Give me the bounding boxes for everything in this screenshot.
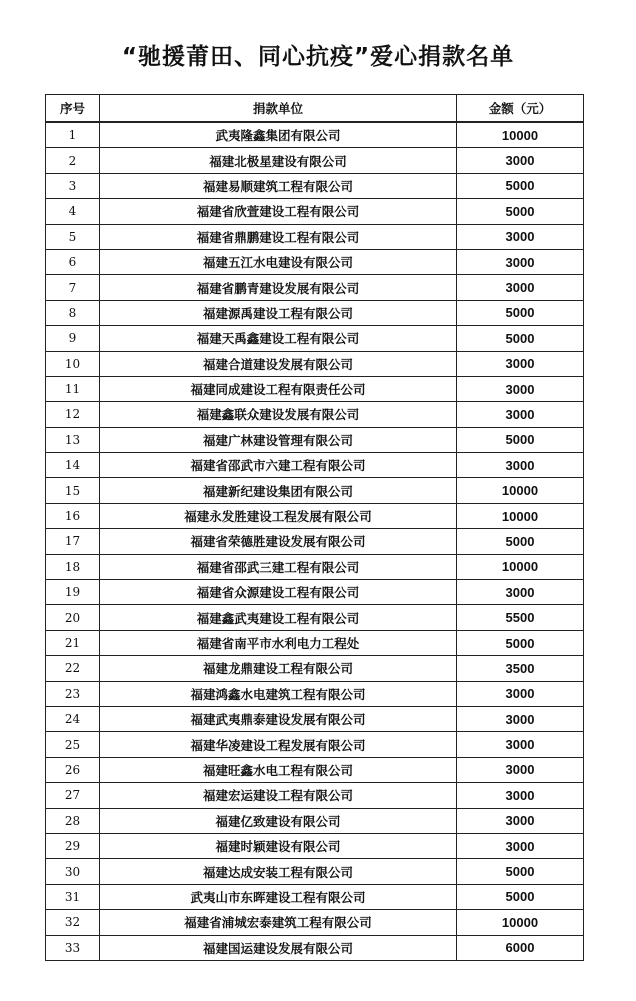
donor-unit-cell: 福建省鹏青建设发展有限公司	[100, 275, 457, 300]
donor-unit-cell: 福建鑫武夷建设工程有限公司	[100, 605, 457, 630]
table-row	[46, 173, 584, 198]
serial-number-cell: 28	[46, 808, 100, 833]
amount-cell: 3000	[457, 783, 584, 808]
amount-cell: 3000	[457, 148, 584, 173]
donor-unit-cell: 福建源禹建设工程有限公司	[100, 300, 457, 325]
table-row	[46, 935, 584, 960]
serial-number-cell: 31	[46, 884, 100, 909]
serial-number-cell: 26	[46, 757, 100, 782]
amount-cell: 3000	[457, 249, 584, 274]
amount-cell: 6000	[457, 935, 584, 960]
serial-number-cell: 8	[46, 300, 100, 325]
serial-number-cell: 15	[46, 478, 100, 503]
serial-number-cell: 29	[46, 833, 100, 858]
donor-unit-cell: 福建鑫联众建设发展有限公司	[100, 402, 457, 427]
amount-cell: 5000	[457, 884, 584, 909]
amount-cell: 3000	[457, 402, 584, 427]
amount-cell: 10000	[457, 122, 584, 148]
header-serial-number: 序号	[46, 95, 100, 123]
serial-number-cell: 19	[46, 580, 100, 605]
table-row	[46, 376, 584, 401]
amount-cell: 5000	[457, 199, 584, 224]
serial-number-cell: 3	[46, 173, 100, 198]
table-row	[46, 554, 584, 579]
serial-number-cell: 22	[46, 656, 100, 681]
table-row	[46, 783, 584, 808]
amount-cell: 5000	[457, 326, 584, 351]
serial-number-cell: 23	[46, 681, 100, 706]
table-row	[46, 351, 584, 376]
table-row	[46, 681, 584, 706]
table-row	[46, 605, 584, 630]
serial-number-cell: 20	[46, 605, 100, 630]
donor-unit-cell: 福建达成安装工程有限公司	[100, 859, 457, 884]
document-title: “驰援莆田、同心抗疫”爱心捐款名单	[121, 44, 515, 70]
donor-unit-cell: 福建合道建设发展有限公司	[100, 351, 457, 376]
donor-unit-cell: 福建省荣德胜建设发展有限公司	[100, 529, 457, 554]
amount-cell: 5000	[457, 427, 584, 452]
serial-number-cell: 14	[46, 453, 100, 478]
table-header-row	[46, 95, 584, 123]
donor-unit-cell: 福建宏运建设工程有限公司	[100, 783, 457, 808]
serial-number-cell: 30	[46, 859, 100, 884]
donor-unit-cell: 福建省南平市水利电力工程处	[100, 630, 457, 655]
serial-number-cell: 18	[46, 554, 100, 579]
amount-cell: 3000	[457, 706, 584, 731]
table-row	[46, 706, 584, 731]
donor-unit-cell: 福建旺鑫水电工程有限公司	[100, 757, 457, 782]
amount-cell: 10000	[457, 554, 584, 579]
header-donor-unit: 捐款单位	[100, 95, 457, 123]
table-row	[46, 503, 584, 528]
amount-cell: 3000	[457, 681, 584, 706]
donation-table	[45, 94, 584, 961]
table-row	[46, 275, 584, 300]
amount-cell: 5000	[457, 300, 584, 325]
amount-cell: 3000	[457, 351, 584, 376]
table-row	[46, 884, 584, 909]
amount-cell: 3000	[457, 808, 584, 833]
table-row	[46, 326, 584, 351]
donor-unit-cell: 福建省邵武市六建工程有限公司	[100, 453, 457, 478]
serial-number-cell: 27	[46, 783, 100, 808]
amount-cell: 5000	[457, 529, 584, 554]
serial-number-cell: 24	[46, 706, 100, 731]
serial-number-cell: 33	[46, 935, 100, 960]
donor-unit-cell: 福建北极星建设有限公司	[100, 148, 457, 173]
donor-unit-cell: 武夷隆鑫集团有限公司	[100, 122, 457, 148]
donor-unit-cell: 福建五江水电建设有限公司	[100, 249, 457, 274]
donor-unit-cell: 福建永发胜建设工程发展有限公司	[100, 503, 457, 528]
amount-cell: 3000	[457, 376, 584, 401]
donor-unit-cell: 福建武夷鼎泰建设发展有限公司	[100, 706, 457, 731]
table-row	[46, 453, 584, 478]
amount-cell: 5000	[457, 859, 584, 884]
donor-unit-cell: 福建国运建设发展有限公司	[100, 935, 457, 960]
amount-cell: 3000	[457, 833, 584, 858]
donor-unit-cell: 福建省鼎鹏建设工程有限公司	[100, 224, 457, 249]
donor-unit-cell: 福建广林建设管理有限公司	[100, 427, 457, 452]
table-row	[46, 199, 584, 224]
table-row	[46, 148, 584, 173]
amount-cell: 3000	[457, 224, 584, 249]
serial-number-cell: 16	[46, 503, 100, 528]
serial-number-cell: 25	[46, 732, 100, 757]
donor-unit-cell: 福建省邵武三建工程有限公司	[100, 554, 457, 579]
serial-number-cell: 9	[46, 326, 100, 351]
table-row	[46, 224, 584, 249]
amount-cell: 5000	[457, 173, 584, 198]
serial-number-cell: 10	[46, 351, 100, 376]
serial-number-cell: 32	[46, 910, 100, 935]
donor-unit-cell: 福建时颖建设有限公司	[100, 833, 457, 858]
serial-number-cell: 7	[46, 275, 100, 300]
serial-number-cell: 11	[46, 376, 100, 401]
amount-cell: 3000	[457, 757, 584, 782]
table-row	[46, 402, 584, 427]
amount-cell: 10000	[457, 503, 584, 528]
donor-unit-cell: 福建省欣萱建设工程有限公司	[100, 199, 457, 224]
table-row	[46, 910, 584, 935]
table-row	[46, 122, 584, 148]
table-row	[46, 300, 584, 325]
amount-cell: 3000	[457, 732, 584, 757]
table-row	[46, 580, 584, 605]
donor-unit-cell: 武夷山市东晖建设工程有限公司	[100, 884, 457, 909]
amount-cell: 10000	[457, 478, 584, 503]
amount-cell: 3500	[457, 656, 584, 681]
donor-unit-cell: 福建省众源建设工程有限公司	[100, 580, 457, 605]
amount-cell: 5000	[457, 630, 584, 655]
amount-cell: 3000	[457, 453, 584, 478]
table-row	[46, 859, 584, 884]
donor-unit-cell: 福建省浦城宏泰建筑工程有限公司	[100, 910, 457, 935]
header-amount: 金额（元）	[457, 95, 584, 123]
amount-cell: 10000	[457, 910, 584, 935]
donor-unit-cell: 福建鸿鑫水电建筑工程有限公司	[100, 681, 457, 706]
table-body	[46, 122, 584, 960]
table-row	[46, 732, 584, 757]
donor-unit-cell: 福建同成建设工程有限责任公司	[100, 376, 457, 401]
table-row	[46, 833, 584, 858]
table-row	[46, 808, 584, 833]
amount-cell: 3000	[457, 275, 584, 300]
table-row	[46, 427, 584, 452]
amount-cell: 5500	[457, 605, 584, 630]
table-row	[46, 249, 584, 274]
donor-unit-cell: 福建龙鼎建设工程有限公司	[100, 656, 457, 681]
serial-number-cell: 17	[46, 529, 100, 554]
table-row	[46, 529, 584, 554]
table-row	[46, 656, 584, 681]
donor-unit-cell: 福建新纪建设集团有限公司	[100, 478, 457, 503]
serial-number-cell: 12	[46, 402, 100, 427]
serial-number-cell: 21	[46, 630, 100, 655]
serial-number-cell: 1	[46, 122, 100, 148]
serial-number-cell: 13	[46, 427, 100, 452]
table-row	[46, 478, 584, 503]
donor-unit-cell: 福建天禹鑫建设工程有限公司	[100, 326, 457, 351]
table-row	[46, 630, 584, 655]
serial-number-cell: 4	[46, 199, 100, 224]
amount-cell: 3000	[457, 580, 584, 605]
serial-number-cell: 5	[46, 224, 100, 249]
serial-number-cell: 6	[46, 249, 100, 274]
donor-unit-cell: 福建易顺建筑工程有限公司	[100, 173, 457, 198]
table-row	[46, 757, 584, 782]
donor-unit-cell: 福建华凌建设工程发展有限公司	[100, 732, 457, 757]
donor-unit-cell: 福建亿致建设有限公司	[100, 808, 457, 833]
serial-number-cell: 2	[46, 148, 100, 173]
